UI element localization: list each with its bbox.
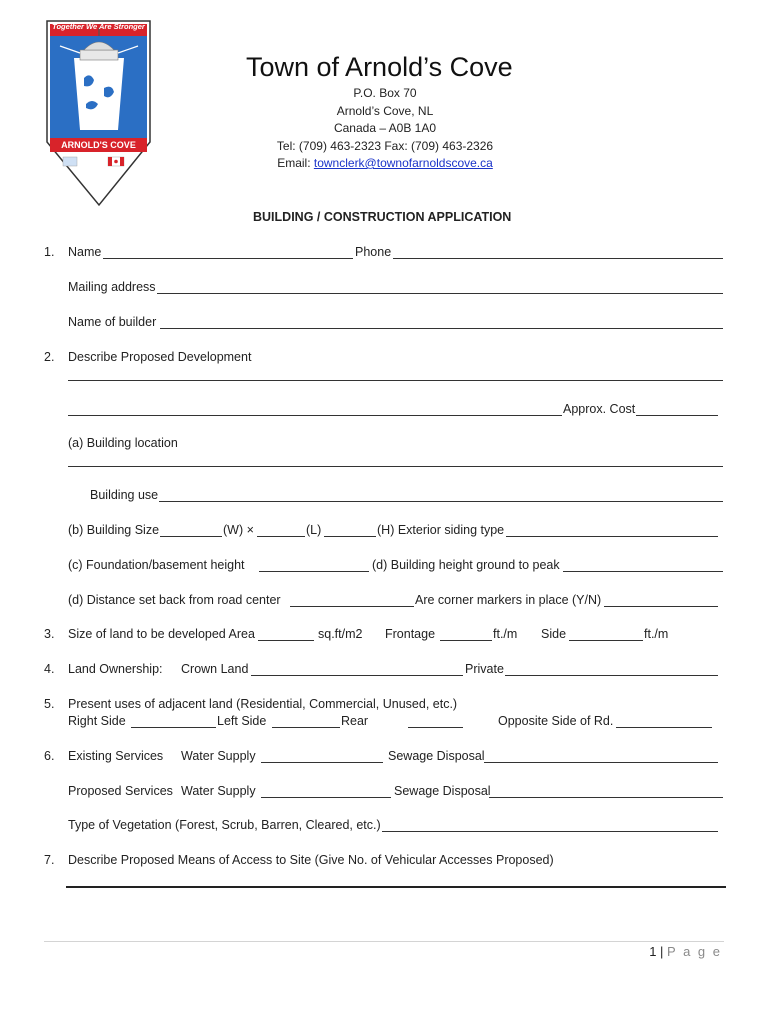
access-description-label: Describe Proposed Means of Access to Site (Give No. of Vehicular Accesses Proposed): [68, 853, 554, 867]
address-line-3: Canada – A0B 1A0: [333, 121, 437, 135]
height-to-peak-field[interactable]: [563, 571, 723, 572]
sqft-unit-label: sq.ft/m2: [318, 627, 363, 641]
access-description-field[interactable]: [66, 886, 726, 888]
land-area-field[interactable]: [258, 640, 314, 641]
item-number-4: 4.: [44, 662, 55, 676]
existing-water-field[interactable]: [261, 762, 383, 763]
setback-field[interactable]: [290, 606, 414, 607]
opposite-side-field[interactable]: [616, 727, 712, 728]
frontage-field[interactable]: [440, 640, 492, 641]
logo-town-label: ARNOLD'S COVE: [61, 140, 136, 150]
siding-type-field[interactable]: [506, 536, 718, 537]
existing-services-label: Existing Services: [68, 749, 164, 763]
foundation-height-label: (c) Foundation/basement height: [68, 558, 245, 572]
item-number-6: 6.: [44, 749, 55, 763]
existing-sewage-field[interactable]: [484, 762, 718, 763]
name-label: Name: [68, 245, 102, 259]
side-label: Side: [541, 627, 567, 641]
vegetation-field[interactable]: [382, 831, 718, 832]
rear-field[interactable]: [408, 727, 463, 728]
land-area-label: Size of land to be developed Area: [68, 627, 255, 641]
page-word: P a g e: [667, 944, 722, 959]
existing-sewage-label: Sewage Disposal: [388, 749, 485, 763]
corner-markers-field[interactable]: [604, 606, 718, 607]
address-line-2: Arnold’s Cove, NL: [336, 103, 434, 118]
phone-label: Phone: [355, 245, 392, 259]
phone-field[interactable]: [393, 258, 723, 259]
corner-markers-label: Are corner markers in place (Y/N): [415, 593, 602, 607]
phone-fax-line: Tel: (709) 463-2323 Fax: (709) 463-2326: [276, 138, 494, 153]
opposite-side-label: Opposite Side of Rd.: [498, 714, 614, 728]
land-ownership-label: Land Ownership:: [68, 662, 163, 676]
frontage-label: Frontage: [385, 627, 436, 641]
approx-cost-label: Approx. Cost: [563, 402, 636, 416]
left-side-field[interactable]: [272, 727, 340, 728]
approx-cost-field[interactable]: [636, 415, 718, 416]
builder-name-field[interactable]: [160, 328, 723, 329]
height-field[interactable]: [324, 536, 376, 537]
height-siding-label: (H) Exterior siding type: [377, 523, 505, 537]
crown-land-field[interactable]: [251, 675, 463, 676]
describe-development-label: Describe Proposed Development: [68, 350, 252, 364]
private-land-field[interactable]: [505, 675, 718, 676]
item-number-7: 7.: [44, 853, 55, 867]
page-title: Town of Arnold’s Cove: [246, 52, 513, 82]
address-block: [230, 85, 540, 173]
mailing-address-field[interactable]: [157, 293, 723, 294]
length-unit-label: (L): [306, 523, 322, 537]
page-footer: [600, 944, 722, 959]
mailing-address-label: Mailing address: [68, 280, 156, 294]
proposed-sewage-field[interactable]: [489, 797, 723, 798]
item-number-5: 5.: [44, 697, 55, 711]
existing-water-label: Water Supply: [181, 749, 256, 763]
length-field[interactable]: [257, 536, 305, 537]
width-field[interactable]: [160, 536, 222, 537]
side-field[interactable]: [569, 640, 643, 641]
address-line-1: P.O. Box 70: [353, 86, 417, 100]
height-to-peak-label: (d) Building height ground to peak: [372, 558, 560, 572]
email-link[interactable]: townclerk@townofarnoldscove.ca: [313, 156, 493, 170]
building-size-label: (b) Building Size: [68, 523, 160, 537]
form-title: BUILDING / CONSTRUCTION APPLICATION: [253, 210, 512, 224]
proposed-services-label: Proposed Services: [68, 784, 173, 798]
setback-label: (d) Distance set back from road center: [68, 593, 281, 607]
footer-divider: [44, 941, 724, 942]
adjacent-land-label: Present uses of adjacent land (Residential, Commercial, Unused, etc.): [68, 697, 458, 711]
building-use-label: Building use: [90, 488, 159, 502]
development-description-field-1[interactable]: [68, 380, 723, 381]
proposed-sewage-label: Sewage Disposal: [394, 784, 491, 798]
page-number: 1: [649, 944, 657, 959]
proposed-water-field[interactable]: [261, 797, 391, 798]
name-field[interactable]: [103, 258, 353, 259]
item-number-1: 1.: [44, 245, 55, 259]
email-line: [230, 155, 540, 173]
frontage-unit-label: ft./m: [493, 627, 518, 641]
building-use-field[interactable]: [159, 501, 723, 502]
crown-land-label: Crown Land: [181, 662, 249, 676]
logo-motto: Together We Are Stronger: [52, 22, 145, 31]
building-location-field[interactable]: [68, 466, 723, 467]
rear-label: Rear: [341, 714, 369, 728]
width-unit-label: (W) ×: [223, 523, 254, 537]
vegetation-label: Type of Vegetation (Forest, Scrub, Barren, Cleared, etc.): [68, 818, 381, 832]
right-side-label: Right Side: [68, 714, 126, 728]
private-label: Private: [465, 662, 504, 676]
town-crest-icon: [44, 18, 154, 208]
page-separator: |: [656, 944, 668, 959]
builder-name-label: Name of builder: [68, 315, 157, 329]
email-label: Email:: [277, 156, 314, 170]
foundation-height-field[interactable]: [259, 571, 369, 572]
item-number-3: 3.: [44, 627, 55, 641]
development-description-field-2[interactable]: [68, 415, 562, 416]
left-side-label: Left Side: [217, 714, 267, 728]
proposed-water-label: Water Supply: [181, 784, 256, 798]
side-unit-label: ft./m: [644, 627, 669, 641]
town-logo: [44, 18, 154, 208]
item-number-2: 2.: [44, 350, 55, 364]
right-side-field[interactable]: [131, 727, 216, 728]
building-location-label: (a) Building location: [68, 436, 178, 450]
